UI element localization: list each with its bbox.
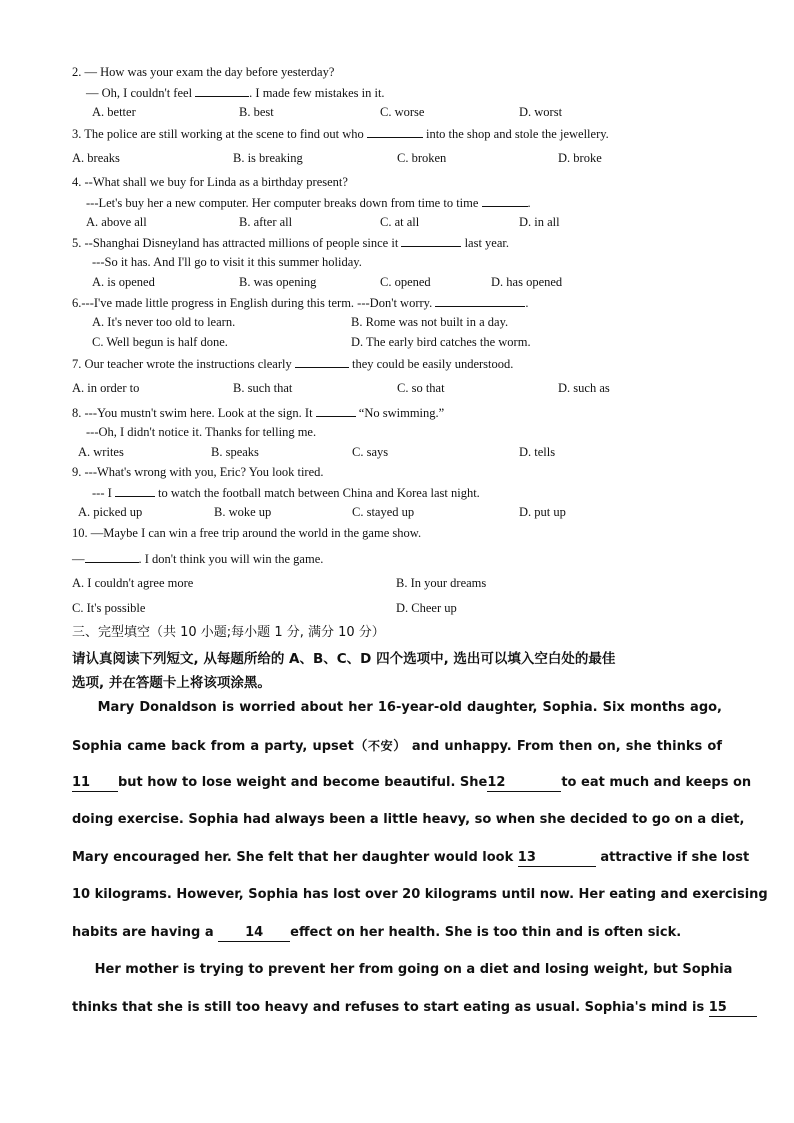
answer-blank: [482, 194, 528, 207]
option-c: C. broken: [397, 151, 447, 165]
reply-text: ---Let's buy her a new computer. Her computer breaks down from time to time: [86, 196, 479, 210]
passage-text: attractive if she lost: [600, 850, 750, 865]
passage-text: Mary encouraged her. She felt that her daughter would look: [72, 850, 514, 865]
passage-text: thinks that she is still too heavy and refuses to start eating as usual. Sophia's mind is: [72, 1000, 705, 1015]
option-c: C. so that: [397, 381, 445, 395]
passage-text: Sophia came back from a party, upset（: [72, 739, 368, 754]
option-a: A. I couldn't agree more: [72, 576, 194, 590]
option-c: C. says: [352, 445, 389, 459]
passage-line-5: [72, 850, 750, 867]
section-instruction-cont: 选项, 并在答题卡上将该项涂黑。: [72, 675, 271, 691]
question-text: .: [525, 296, 529, 310]
question-number: 8.: [72, 406, 82, 420]
reply-text: --- I: [92, 486, 112, 500]
question-number: 2.: [72, 65, 82, 79]
option-c: C. Well begun is half done.: [92, 335, 228, 349]
question-text: they could be easily understood.: [351, 357, 514, 371]
gloss-text: 不安: [368, 739, 394, 753]
question-text: The police are still working at the scene to find out who: [84, 127, 364, 141]
option-b: B. Rome was not built in a day.: [351, 315, 509, 329]
answer-blank: [115, 484, 155, 497]
question-number: 3.: [72, 127, 82, 141]
question-6-stem: [72, 294, 528, 311]
reply-text: . I don't think you will win the game.: [138, 552, 324, 566]
question-number: 9.: [72, 465, 82, 479]
answer-blank: [85, 550, 139, 563]
passage-line-4: doing exercise. Sophia had always been a little heavy, so when she decided to go on a diet,: [72, 812, 745, 827]
blank-13: 13: [518, 850, 596, 867]
question-text: into the shop and stole the jewellery.: [425, 127, 609, 141]
passage-text: effect on her health. She is too thin and is often sick.: [290, 925, 682, 940]
question-10-stem: [72, 525, 421, 541]
question-9-stem: [72, 464, 324, 480]
answer-blank: [295, 355, 349, 368]
question-text: “No swimming.”: [358, 406, 445, 420]
option-a: A. picked up: [78, 505, 143, 519]
question-text: —Maybe I can win a free trip around the world in the game show.: [90, 526, 422, 540]
question-5-reply: ---So it has. And I'll go to visit it this summer holiday.: [92, 255, 362, 269]
question-8-reply: ---Oh, I didn't notice it. Thanks for telling me.: [86, 425, 317, 439]
question-9-reply: [92, 484, 480, 501]
question-text: Our teacher wrote the instructions clearly: [84, 357, 292, 371]
option-d: D. has opened: [491, 275, 563, 289]
passage-text: ） and unhappy. From then on, she thinks of: [393, 739, 722, 754]
option-a: A. above all: [86, 215, 147, 229]
option-d: D. tells: [519, 445, 556, 459]
passage-text: habits are having a: [72, 925, 214, 940]
option-d: D. worst: [519, 105, 563, 119]
option-a: A. in order to: [72, 381, 140, 395]
option-d: D. broke: [558, 151, 602, 165]
blank-11: 11: [72, 775, 118, 792]
blank-12: 12: [487, 775, 561, 792]
option-d: D. such as: [558, 381, 610, 395]
reply-text: — Oh, I couldn't feel: [86, 86, 193, 100]
option-d: D. The early bird catches the worm.: [351, 335, 531, 349]
answer-blank: [316, 404, 356, 417]
passage-line-1: [72, 700, 722, 716]
question-10-reply: [72, 550, 323, 567]
blank-15: 15: [709, 1000, 757, 1017]
option-a: A. breaks: [72, 151, 120, 165]
section-title: 三、完型填空（共 10 小题;每小题 1 分, 满分 10 分）: [72, 625, 385, 640]
passage-line-2: [72, 738, 722, 755]
question-text: ---You mustn't swim here. Look at the sign. It: [84, 406, 313, 420]
option-c: C. opened: [380, 275, 431, 289]
passage-line-6: 10 kilograms. However, Sophia has lost over 20 kilograms until now. Her eating and exercising: [72, 887, 768, 902]
option-c: C. worse: [380, 105, 425, 119]
passage-line-9: [72, 1000, 727, 1017]
option-a: A. better: [92, 105, 136, 119]
option-a: A. is opened: [92, 275, 155, 289]
option-c: C. It's possible: [72, 601, 146, 615]
answer-blank: [195, 84, 249, 97]
blank-14: 14: [218, 925, 290, 942]
question-2-reply: [86, 84, 385, 101]
question-number: 6.: [72, 296, 82, 310]
option-b: B. such that: [233, 381, 293, 395]
reply-text: —: [72, 552, 85, 566]
option-d: D. put up: [519, 505, 566, 519]
answer-blank: [367, 125, 423, 138]
question-text: --Shanghai Disneyland has attracted millions of people since it: [84, 236, 399, 250]
question-2-stem: [72, 64, 334, 80]
question-text: ---What's wrong with you, Eric? You look tired.: [84, 465, 324, 479]
option-b: B. speaks: [211, 445, 259, 459]
question-number: 4.: [72, 175, 82, 189]
question-number: 10.: [72, 526, 88, 540]
option-b: B. woke up: [214, 505, 272, 519]
question-text: — How was your exam the day before yesterday?: [84, 65, 335, 79]
answer-blank: [435, 294, 525, 307]
option-a: A. writes: [78, 445, 124, 459]
option-c: C. at all: [380, 215, 420, 229]
section-instruction: 请认真阅读下列短文, 从每题所给的 A、B、C、D 四个选项中, 选出可以填入空白处的最佳: [72, 651, 616, 667]
passage-line-7: [72, 925, 722, 942]
passage-text: but how to lose weight and become beautiful. She: [118, 775, 488, 790]
passage-line-8: [72, 962, 733, 978]
passage-text: Her mother is trying to prevent her from going on a diet and losing weight, but Sophia: [94, 962, 733, 977]
option-b: B. best: [239, 105, 274, 119]
option-c: C. stayed up: [352, 505, 415, 519]
question-8-stem: [72, 404, 444, 421]
question-4-reply: [86, 194, 531, 211]
passage-line-3: [72, 775, 752, 792]
option-b: B. is breaking: [233, 151, 303, 165]
passage-text: Mary Donaldson is worried about her 16-year-old daughter, Sophia. Six months ago,: [97, 700, 722, 715]
option-b: B. after all: [239, 215, 293, 229]
option-d: D. Cheer up: [396, 601, 457, 615]
question-text: ---I've made little progress in English during this term. ---Don't worry.: [81, 296, 433, 310]
reply-text: . I made few mistakes in it.: [249, 86, 385, 100]
reply-text: .: [527, 196, 531, 210]
question-4-stem: [72, 174, 348, 190]
question-text: last year.: [464, 236, 509, 250]
question-number: 7.: [72, 357, 82, 371]
passage-text: to eat much and keeps on: [561, 775, 752, 790]
option-b: B. was opening: [239, 275, 317, 289]
option-b: B. In your dreams: [396, 576, 487, 590]
question-number: 5.: [72, 236, 82, 250]
question-3-stem: [72, 125, 609, 142]
reply-text: to watch the football match between China and Korea last night.: [158, 486, 480, 500]
option-d: D. in all: [519, 215, 560, 229]
question-7-stem: [72, 355, 513, 372]
question-text: --What shall we buy for Linda as a birthday present?: [84, 175, 348, 189]
question-5-stem: [72, 234, 509, 251]
option-a: A. It's never too old to learn.: [92, 315, 236, 329]
answer-blank: [401, 234, 461, 247]
